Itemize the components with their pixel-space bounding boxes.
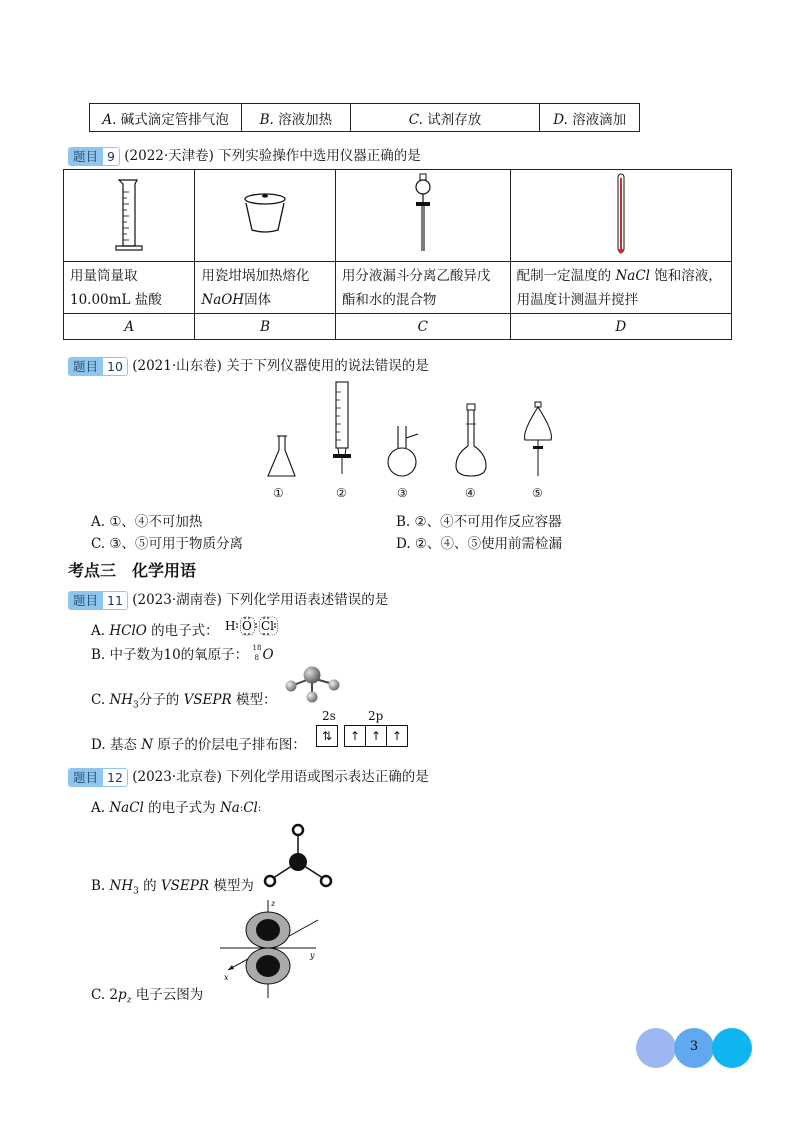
option-text: 分子的 (138, 692, 184, 708)
option-text: 溶液滴加 (572, 111, 627, 128)
2pz-electron-cloud-figure (216, 896, 326, 1000)
tag-number: 10 (103, 357, 128, 376)
orbital-diagram (316, 709, 412, 747)
tag-label: 题目 (68, 591, 103, 610)
formula: NaCl (109, 800, 144, 816)
q9-letter-b: B (195, 314, 335, 340)
option-prefix: C. 2 (91, 987, 119, 1003)
q9-image-a (64, 170, 195, 262)
term: VSEPR (183, 692, 232, 708)
hclo-electron-dot-structure (225, 616, 281, 636)
q11-option-c (91, 688, 276, 711)
burette-icon (333, 382, 351, 474)
nh3-vsepr-model (262, 822, 334, 892)
desc-line2: 固体 (244, 291, 272, 308)
term: VSEPR (160, 878, 210, 894)
question-text: (2021·山东卷) 关于下列仪器使用的说法错误的是 (132, 358, 429, 374)
option-text: 碱式滴定管排气泡 (120, 111, 229, 128)
q12-tag (68, 768, 128, 787)
question-text: (2022·天津卷) 下列实验操作中选用仪器正确的是 (124, 148, 421, 164)
option-prefix: A. (91, 623, 110, 639)
orbital-box-2p: ↑ (387, 725, 408, 747)
option-text: 溶液加热 (278, 111, 333, 128)
q11-option-b (91, 643, 274, 663)
q8-option-d (540, 104, 640, 132)
crucible-icon (240, 190, 290, 238)
q9-letter-c: C (335, 314, 510, 340)
q8-option-a (90, 104, 242, 132)
formula-cl: Cl (243, 800, 258, 816)
option-letter: A. (102, 111, 117, 128)
element-symbol: N (141, 737, 154, 753)
q10-option-c: C. ③、⑤可用于物质分离 (91, 536, 244, 552)
q9-desc-d (510, 262, 731, 314)
volumetric-flask-icon (456, 404, 486, 476)
atomic-number: 8 (254, 653, 259, 662)
option-prefix: A. (91, 800, 110, 816)
q8-option-c (350, 104, 540, 132)
desc-formula: NaCl (615, 267, 650, 284)
apparatus-label: ① (273, 486, 284, 500)
option-text: 的电子式为 (143, 800, 220, 816)
option-text: 模型为 (209, 878, 254, 894)
desc-line1: 用瓷坩埚加热熔化 (201, 267, 310, 284)
desc-formula: NaOH (201, 291, 245, 308)
q8-options-table (89, 103, 640, 132)
separatory-funnel-icon (408, 173, 438, 255)
option-text: 的电子式： (146, 623, 219, 639)
tag-label: 题目 (68, 768, 103, 787)
q12-option-c (91, 983, 203, 1006)
apparatus-label: ⑤ (532, 486, 543, 500)
subscript: 3 (133, 886, 139, 897)
q9-desc-b (195, 262, 335, 314)
q9-image-b (195, 170, 335, 262)
q10-apparatus-figure (260, 380, 560, 485)
desc-line1: 用分液漏斗分离乙酸异戊 (341, 267, 491, 284)
option-text: 的 (138, 878, 161, 894)
option-text: B. 中子数为10的氧原子： (91, 647, 249, 663)
q9-letter-d: D (510, 314, 731, 340)
option-text: 模型： (231, 692, 277, 708)
desc-line2: 酯和水的混合物 (341, 291, 437, 308)
distilling-flask-icon (388, 426, 418, 476)
section-heading: 考点三 化学用语 (68, 561, 197, 580)
apparatus-label: ② (336, 486, 347, 500)
q9-image-c (335, 170, 510, 262)
page-number: 3 (689, 1039, 699, 1054)
formula: NH (109, 878, 134, 894)
q11-option-a (91, 619, 219, 639)
q9-table (63, 169, 732, 340)
tag-label: 题目 (68, 147, 103, 166)
mass-number: 18 (252, 643, 262, 652)
orbital-box-2s: ⇅ (316, 725, 338, 747)
q9-image-d (510, 170, 731, 262)
nh3-ball-stick-model (282, 664, 344, 704)
pear-separatory-funnel-icon (525, 402, 552, 476)
q9-desc-a (64, 262, 195, 314)
orbital-box-2p: ↑ (344, 725, 366, 747)
axis-label-y: y (310, 951, 315, 960)
apparatus-label: ③ (397, 486, 408, 500)
q10-stem (68, 354, 429, 376)
q11-stem (68, 588, 388, 610)
orbital-label-2s: 2s (322, 709, 336, 723)
axis-label-z: z (271, 899, 276, 908)
desc-line1: 用量筒量取 (70, 267, 138, 284)
tag-number: 9 (103, 147, 120, 166)
page-circle-left (636, 1028, 676, 1068)
thermometer-icon (613, 172, 629, 256)
q10-option-d: D. ②、④、⑤使用前需检漏 (396, 536, 563, 552)
q8-option-b (242, 104, 350, 132)
formula-na: Na (219, 800, 240, 816)
apparatus-label: ④ (465, 486, 476, 500)
option-letter: C. (408, 111, 423, 128)
page-number-badge (636, 1028, 752, 1068)
q9-stem (68, 144, 421, 166)
q10-tag (68, 357, 128, 376)
desc-line2: 用温度计测温并搅拌 (516, 291, 639, 308)
orbital-box-2p: ↑ (366, 725, 387, 747)
q12-stem (68, 765, 429, 787)
orbital-boxes (316, 725, 408, 747)
orbital-label-2p: 2p (368, 709, 384, 723)
svg-text:O: O (242, 619, 252, 633)
question-text: (2023·湖南卷) 下列化学用语表述错误的是 (132, 592, 389, 608)
tag-number: 12 (103, 768, 128, 787)
q12-option-a: A. NaCl 的电子式为 Na:Cl: (91, 800, 262, 816)
svg-text:Cl: Cl (261, 619, 275, 633)
option-prefix: C. (91, 692, 110, 708)
tag-number: 11 (103, 591, 128, 610)
svg-text:H: H (225, 619, 236, 633)
q12-option-b (91, 874, 254, 897)
q9-letter-a: A (64, 314, 195, 340)
conical-flask-icon (268, 436, 295, 476)
q10-labels (260, 486, 560, 502)
q10-option-a: A. ①、④不可加热 (91, 514, 203, 530)
q9-tag (68, 147, 120, 166)
option-letter: D. (553, 111, 568, 128)
orbital-symbol: p (118, 987, 127, 1003)
desc-line1: 配制一定温度的 (516, 267, 616, 284)
graduated-cylinder-icon (109, 176, 149, 252)
isotope-notation (252, 643, 262, 663)
option-prefix: B. (91, 878, 110, 894)
desc-line2: 10.00mL 盐酸 (70, 291, 162, 308)
question-text: (2023·北京卷) 下列化学用语或图示表达正确的是 (132, 769, 429, 785)
element-symbol: O (262, 647, 274, 663)
option-text: 原子的价层电子排布图： (153, 737, 306, 753)
q11-tag (68, 591, 128, 610)
option-letter: B. (259, 111, 274, 128)
formula: HClO (109, 623, 147, 639)
formula: NH (109, 692, 134, 708)
option-text: 试剂存放 (427, 111, 482, 128)
axis-label-x: x (224, 973, 229, 982)
desc-line1-end: 饱和溶液， (649, 267, 722, 284)
subscript: z (126, 995, 132, 1006)
option-text: 电子云图为 (131, 987, 204, 1003)
page-circle-right (712, 1028, 752, 1068)
q10-option-b: B. ②、④不可用作反应容器 (396, 514, 562, 530)
q9-desc-c (335, 262, 510, 314)
q11-option-d (91, 733, 306, 753)
option-prefix: D. 基态 (91, 737, 142, 753)
subscript: 3 (133, 700, 139, 711)
tag-label: 题目 (68, 357, 103, 376)
